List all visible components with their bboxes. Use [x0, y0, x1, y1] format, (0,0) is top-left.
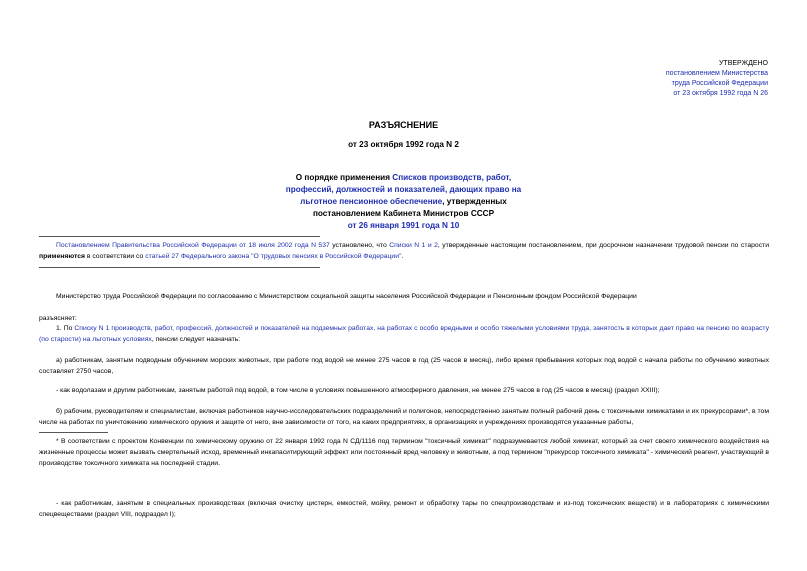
note-link-law-article[interactable]: статьей 27 Федерального закона "О трудовых пенсиях в Российской Федерации": [145, 253, 402, 260]
heading-link[interactable]: Списков производств, работ,: [392, 173, 512, 182]
note-divider-bottom: [39, 267, 320, 268]
item-b: б) рабочим, руководителям и специалистам, включая работников научно-исследовательских подразделений и полигонов, непосредственно занятым полный рабочий день с токсичными химикатами и их прекурсорами*, в том числе на работах по уничтожению химического оружия и защите от него, вне зависимости от того, на каких предприятиях, в организациях и учреждениях производятся указанные работы,: [39, 408, 769, 426]
note-divider-top: [39, 236, 320, 237]
item-divers: - как водолазам и другим работникам, занятым работой под водой, в том числе в условиях повышенного атмосферного давления, не менее 275 часов в год (25 часов в месяц) (раздел XXIII);: [56, 387, 660, 394]
approval-label: УТВЕРЖДЕНО: [718, 60, 768, 67]
heading-link[interactable]: от 26 января 1991 года N 10: [347, 221, 460, 230]
clarifies-text: разъясняет:: [39, 315, 77, 322]
note-link-lists[interactable]: Списки N 1 и 2: [389, 242, 438, 249]
heading-text: О порядке применения: [295, 173, 393, 182]
approval-link-line2[interactable]: труда Российской Федерации: [671, 80, 768, 87]
approval-block: [666, 59, 768, 99]
document-title: РАЗЪЯСНЕНИЕ: [368, 120, 439, 130]
heading-link[interactable]: льготное пенсионное обеспечение: [300, 197, 443, 206]
note-text: .: [401, 253, 404, 260]
footnote-divider: [39, 432, 108, 433]
approval-link-line1[interactable]: постановлением Министерства: [665, 70, 768, 77]
note-bold-text: применяются: [39, 253, 85, 260]
heading-link[interactable]: профессий, должностей и показателей, дающих право на: [285, 185, 522, 194]
document-subtitle: от 23 октября 1992 года N 2: [348, 140, 459, 149]
footnote: * В соответствии с проектом Конвенции по химическому оружию от 22 января 1992 года N СД/1116 под термином "токсичный химикат" подразумевается любой химикат, который за счет своего химического воздействия на жизненные процессы может вызвать смертельный исход, временный инкапаситирующий эффект или постоянный вред человеку и животным, а под термином "прекурсор токсичного химиката" - химический реагент, участвующий в производстве токсичного химиката на последней стадии.: [39, 438, 769, 467]
item-1-text: 1. По: [56, 325, 75, 332]
note-link-resolution[interactable]: Постановлением Правительства Российской Федерации от 18 июля 2002 года N 537: [56, 242, 330, 249]
note-text: , утвержденные настоящим постановлением, при досрочном назначении трудовой пенсии по старости: [437, 242, 770, 249]
note-text: в соответствии со: [84, 253, 146, 260]
intro-paragraph: Министерство труда Российской Федерации по согласованию с Министерством социальной защиты населения Российской Федерации и Пенсионным фондом Российской Федерации: [56, 293, 637, 300]
heading-text: , утвержденных: [442, 197, 507, 206]
item-special: - как работникам, занятым в специальных производствах (включая очистку цистерн, емкостей, мойку, ремонт и обработку тары по спецпроизводствам и из-под токсических веществ) и в лабораториях с химическими спецвеществами (раздел VIII, подраздел I);: [39, 500, 769, 518]
item-1-text: , пенсии следует назначать:: [151, 336, 241, 343]
item-a: а) работникам, занятым подводным обучением морских животных, при работе под водой не менее 275 часов в год (25 часов в месяц), либо время пребывания которых под водой с начала работы по обучению животных составляет 2750 часов,: [39, 357, 769, 375]
heading-text: постановлением Кабинета Министров СССР: [312, 209, 495, 218]
document-heading: [0, 172, 807, 232]
editorial-note: [39, 240, 769, 262]
note-text: установлено, что: [329, 242, 390, 249]
item-1: [39, 323, 769, 345]
approval-link-line3[interactable]: от 23 октября 1992 года N 26: [673, 90, 768, 97]
item-1-link-list-1[interactable]: Списку N 1 производств, работ, профессий, должностей и показателей на подземных работах, на работах с особо вредными и особо тяжелыми условиями труда, занятость в которых дает право на пенсию по возрасту (по старости) на льготных условиях: [39, 325, 769, 343]
